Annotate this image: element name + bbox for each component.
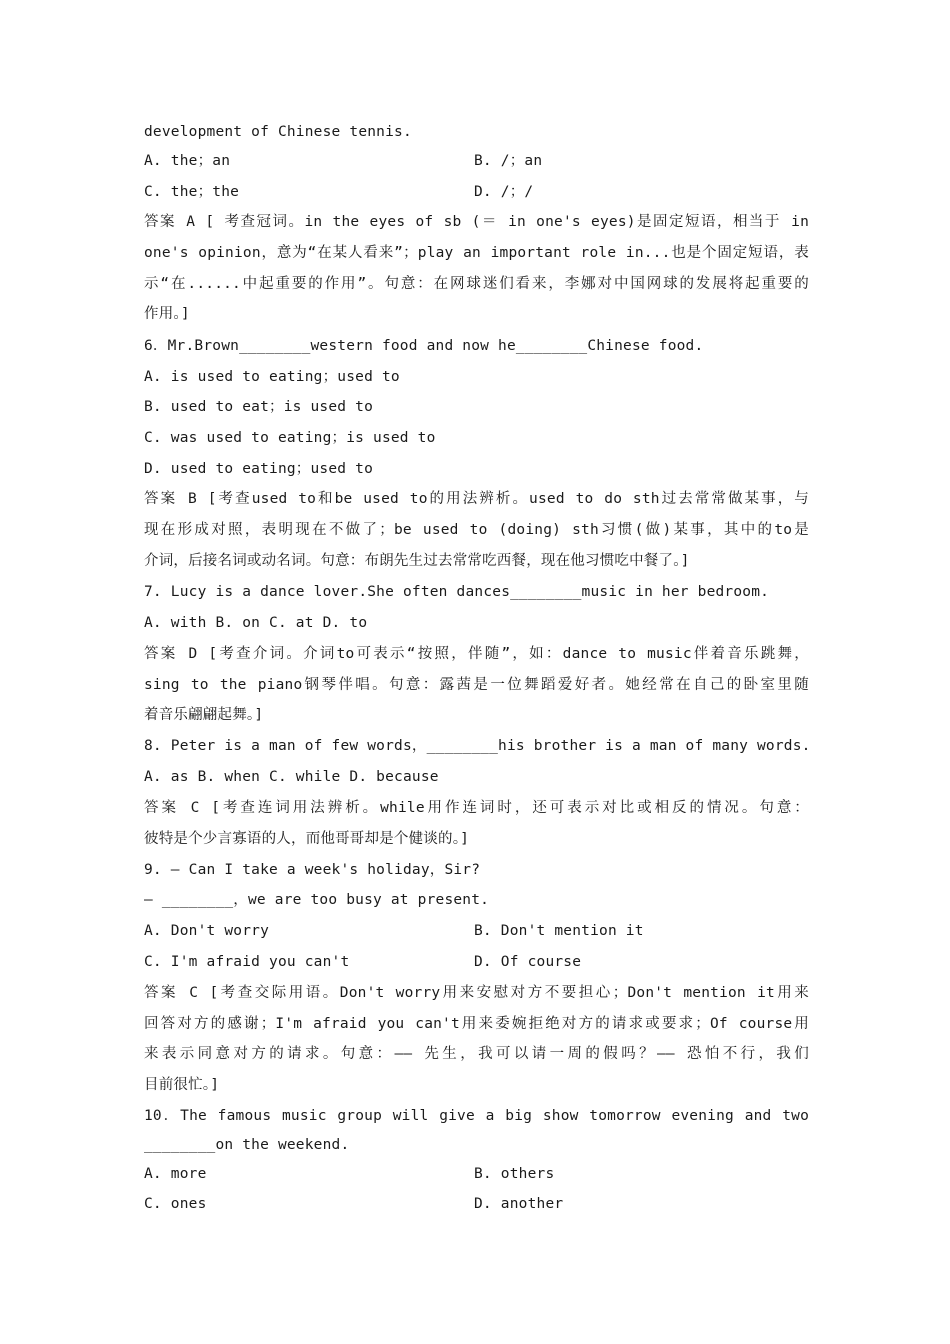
q6-answer-line: 现在形成对照，表明现在不做了；be used to (doing) sth习惯(做)某事，其中的to是 (144, 522, 809, 538)
q9-option-a: A. Don't worry (144, 923, 270, 939)
q10-stem-line: ________on the weekend. (144, 1137, 350, 1153)
q6-answer-line: 介词，后接名词或动名词。句意：布朗先生过去常常吃西餐，现在他习惯吃中餐了。] (144, 553, 690, 569)
q8-stem: 8. Peter is a man of few words，________his brother is a man of many words. (144, 738, 811, 754)
q7-answer-line: 答案 D [考查介词。介词to可表示“按照，伴随”，如：dance to music伴着音乐跳舞， (144, 646, 809, 662)
q10-option-d: D. another (474, 1196, 564, 1212)
q5-answer-line: 示“在......中起重要的作用”。句意：在网球迷们看来，李娜对中国网球的发展将起重要的 (144, 276, 809, 292)
q7-answer-line: sing to the piano钢琴伴唱。句意：露茜是一位舞蹈爱好者。她经常在自己的卧室里随 (144, 677, 809, 693)
q9-reply: — ________，we are too busy at present. (144, 892, 490, 908)
q6-option-d: D. used to eating；used to (144, 461, 374, 477)
q5-answer-line: 答案 A [ 考查冠词。in the eyes of sb (＝ in one's eyes)是固定短语，相当于 in (144, 214, 809, 230)
q10-option-c: C. ones (144, 1196, 207, 1212)
q9-stem: 9. — Can I take a week's holiday，Sir? (144, 862, 481, 878)
q7-stem: 7. Lucy is a dance lover.She often dances________music in her bedroom. (144, 584, 770, 600)
q6-option-c: C. was used to eating；is used to (144, 430, 436, 446)
q7-options: A. with B. on C. at D. to (144, 615, 368, 631)
q7-answer-line: 着音乐翩翩起舞。] (144, 707, 264, 723)
q6-stem: 6．Mr.Brown________western food and now he________Chinese food. (144, 338, 704, 354)
q5-answer-line: 作用。] (144, 306, 190, 322)
q8-options: A. as B. when C. while D. because (144, 769, 439, 785)
q5-option-c: C. the；the (144, 184, 240, 200)
q8-answer-line: 彼特是个少言寡语的人，而他哥哥却是个健谈的。] (144, 831, 470, 847)
q9-answer-line: 答案 C [考查交际用语。Don't worry用来安慰对方不要担心；Don't mention it用来 (144, 985, 809, 1001)
q5-option-d: D. /；/ (474, 184, 534, 200)
q5-option-b: B. /；an (474, 153, 543, 169)
q10-stem-line: 10．The famous music group will give a big show tomorrow evening and two (144, 1108, 809, 1124)
q6-answer-line: 答案 B [考查used to和be used to的用法辨析。used to do sth过去常常做某事，与 (144, 491, 809, 507)
q5-stem-tail: development of Chinese tennis. (144, 124, 412, 140)
q9-option-d: D. Of course (474, 954, 582, 970)
q8-answer-line: 答案 C [考查连词用法辨析。while用作连词时，还可表示对比或相反的情况。句意： (144, 800, 809, 816)
q5-answer-line: one's opinion，意为“在某人看来”；play an important role in...也是个固定短语，表 (144, 245, 809, 261)
q6-option-b: B. used to eat；is used to (144, 399, 374, 415)
q9-answer-line: 来表示同意对方的请求。句意：—— 先生，我可以请一周的假吗？—— 恐怕不行，我们 (144, 1046, 809, 1062)
q9-option-c: C. I'm afraid you can't (144, 954, 350, 970)
q5-option-a: A. the；an (144, 153, 231, 169)
q10-option-a: A. more (144, 1166, 207, 1182)
q10-option-b: B. others (474, 1166, 555, 1182)
q9-option-b: B. Don't mention it (474, 923, 644, 939)
q6-option-a: A. is used to eating；used to (144, 369, 400, 385)
q9-answer-line: 回答对方的感谢；I'm afraid you can't用来委婉拒绝对方的请求或要求；Of course用 (144, 1016, 809, 1032)
q9-answer-line: 目前很忙。] (144, 1077, 220, 1093)
